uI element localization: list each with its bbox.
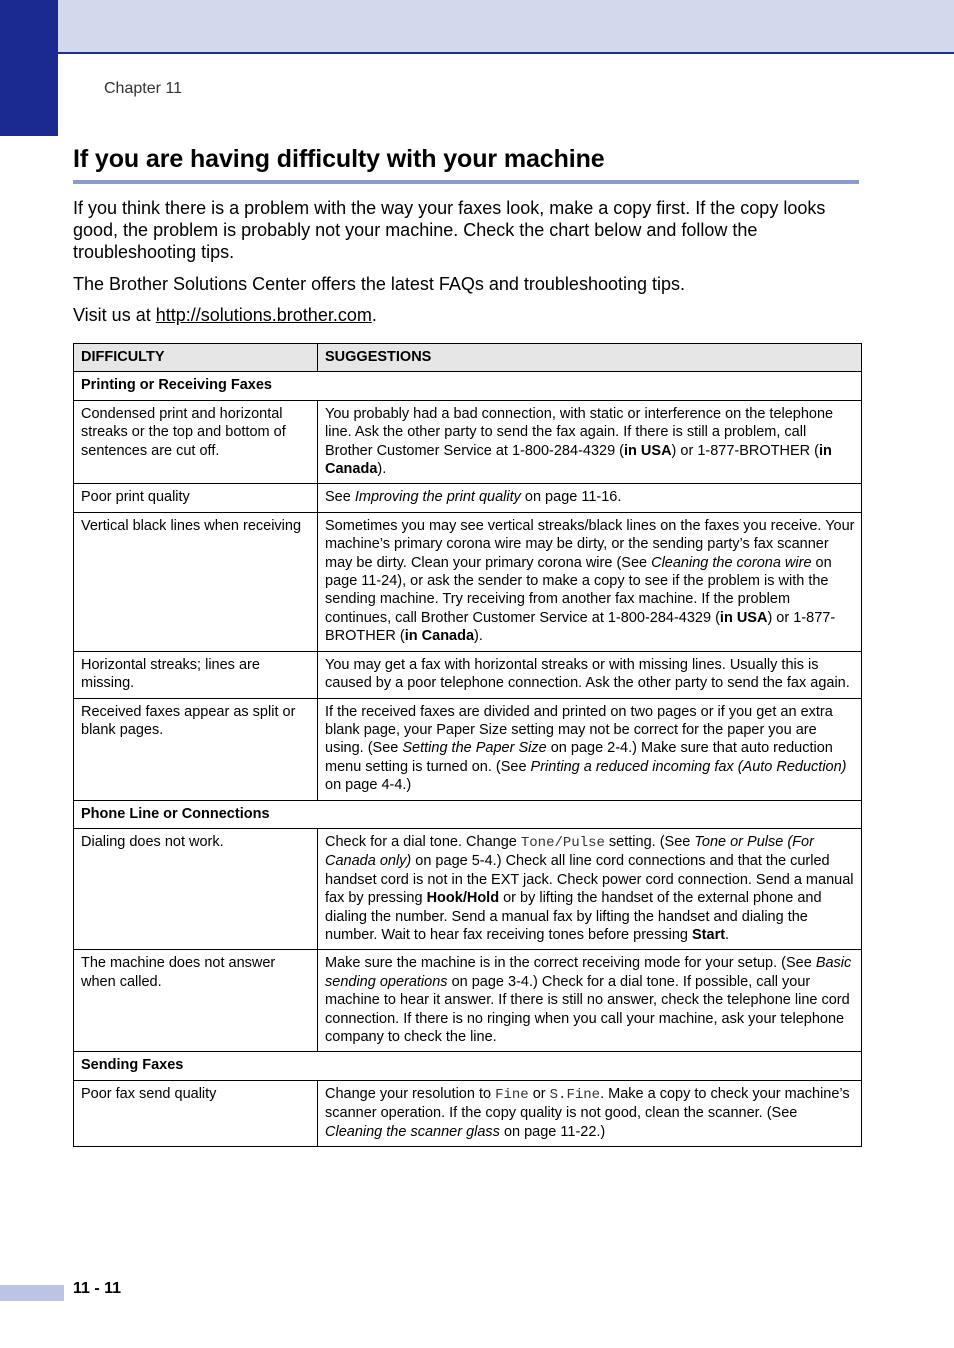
suggestion-cell <box>318 950 862 1052</box>
difficulty-cell: Vertical black lines when receiving <box>74 512 318 651</box>
suggestion-text: or by lifting the handset of the external phone and dialing the number. Send a manual fax by lifting the handset and dialing the number. Wait to hear fax receiving tones before pressing <box>325 890 822 943</box>
difficulty-header: DIFFICULTY <box>74 344 318 372</box>
suggestion-cell <box>318 484 862 512</box>
section-phone: Phone Line or Connections <box>74 800 862 828</box>
suggestion-text: ). <box>474 628 483 645</box>
table-row <box>74 698 862 800</box>
header-band <box>0 0 954 54</box>
title-underline <box>73 180 859 184</box>
suggestion-text: on page 4-4.) <box>325 777 412 794</box>
intro-paragraph: If you think there is a problem with the way your faxes look, make a copy first. If the copy looks good, the problem is probably not your machine. Check the chart below and follow the troubleshooting tips. <box>73 198 826 262</box>
suggestion-text: Change your resolution to <box>325 1085 496 1102</box>
difficulty-cell: Received faxes appear as split or blank pages. <box>74 698 318 800</box>
table-header-row <box>74 344 862 372</box>
solutions-center-paragraph: The Brother Solutions Center offers the latest FAQs and troubleshooting tips. <box>73 274 686 294</box>
section-row <box>74 1052 862 1080</box>
section-row <box>74 372 862 400</box>
suggestion-text: setting. (See <box>604 833 695 850</box>
visit-prefix: Visit us at <box>73 305 156 325</box>
suggestion-text: Make sure the machine is in the correct receiving mode for your setup. (See <box>325 955 816 972</box>
suggestion-text: on page 11-24), or ask the sender to make a copy to see if the problem is with the sending machine. Try receiving from another fax machine. If the problem continues, call Brother Customer Service at 1-800-284-4329 ( <box>325 554 832 626</box>
suggestion-text: You probably had a bad connection, with static or interference on the telephone line. Ask the other party to send the fax again. If there is still a problem, call Brother Customer Service at 1-800-284-4329 ( <box>325 405 834 459</box>
suggestion-reference: Cleaning the scanner glass <box>325 1123 500 1140</box>
menu-setting-text: Fine <box>495 1086 529 1103</box>
table-row <box>74 400 862 484</box>
suggestion-reference: Basic sending operations <box>325 955 852 990</box>
section-printing: Printing or Receiving Faxes <box>74 372 862 400</box>
chapter-tab-block <box>0 0 58 136</box>
suggestion-text: or <box>528 1085 550 1102</box>
table-row <box>74 651 862 698</box>
solutions-link[interactable]: http://solutions.brother.com <box>155 305 372 325</box>
table-row <box>74 512 862 651</box>
suggestion-bold: in USA <box>719 609 768 626</box>
menu-setting-text: Tone/Pulse <box>520 834 605 851</box>
menu-setting-text: S.Fine <box>549 1086 601 1103</box>
suggestion-text: See <box>325 489 355 506</box>
suggestion-cell <box>318 1080 862 1146</box>
table-row <box>74 484 862 512</box>
chapter-label: Chapter 11 <box>104 80 182 97</box>
troubleshooting-table <box>73 343 862 1147</box>
suggestion-text: ) or 1-877-BROTHER ( <box>671 442 819 459</box>
footer-accent-bar <box>0 1285 64 1301</box>
suggestion-text: . <box>725 926 730 943</box>
page-number: 11 - 11 <box>73 1280 122 1297</box>
suggestion-text: If the received faxes are divided and printed on two pages or if you get an extra blank page, your Paper Size setting may not be correct for the paper you are using. (See <box>325 703 833 757</box>
table-row <box>74 1080 862 1146</box>
difficulty-cell: Poor print quality <box>74 484 318 512</box>
suggestion-text: on page 2-4.) Make sure that auto reduction menu setting is turned on. (See <box>325 740 833 775</box>
suggestion-reference: Improving the print quality <box>354 489 521 506</box>
suggestion-cell: You may get a fax with horizontal streaks or with missing lines. Usually this is caused by a poor telephone connection. Ask the other party to send the fax again. <box>318 651 862 698</box>
suggestion-reference: Tone or Pulse (For Canada only) <box>325 833 814 870</box>
key-name: Start <box>692 926 726 943</box>
key-name: Hook/Hold <box>426 890 500 907</box>
suggestion-bold: in Canada <box>404 628 475 645</box>
page-title: If you are having difficulty with your machine <box>73 145 605 173</box>
table-row <box>74 828 862 949</box>
visit-paragraph <box>73 304 863 326</box>
suggestion-text: on page 3-4.) Check for a dial tone. If possible, call your machine to hear it answer. If there is still no answer, check the telephone line cord connection. If there is no ringing when you call your machine, ask your telephone company to check the line. <box>325 973 850 1045</box>
suggestion-text: on page 11-16. <box>520 489 622 506</box>
suggestion-cell <box>318 698 862 800</box>
suggestion-reference: Setting the Paper Size <box>402 740 547 757</box>
difficulty-cell: Condensed print and horizontal streaks or the top and bottom of sentences are cut off. <box>74 400 318 484</box>
suggestion-cell <box>318 512 862 651</box>
suggestion-text: Sometimes you may see vertical streaks/black lines on the faxes you receive. Your machine’s primary corona wire may be dirty, or the sending party’s fax scanner may be dirty. Clean your primary corona wire (See <box>325 517 855 571</box>
suggestion-reference: Printing a reduced incoming fax (Auto Reduction) <box>530 758 847 775</box>
suggestion-text: Check for a dial tone. Change <box>325 833 521 850</box>
suggestion-text: ). <box>377 461 387 478</box>
suggestion-reference: Cleaning the corona wire <box>651 554 812 571</box>
suggestion-cell <box>318 400 862 484</box>
suggestion-bold: in USA <box>624 442 672 459</box>
difficulty-cell: Poor fax send quality <box>74 1080 318 1146</box>
section-row <box>74 800 862 828</box>
visit-suffix: . <box>371 305 377 325</box>
difficulty-cell: The machine does not answer when called. <box>74 950 318 1052</box>
suggestions-header: SUGGESTIONS <box>318 344 862 372</box>
suggestion-bold: in Canada <box>325 442 832 478</box>
suggestion-cell <box>318 828 862 949</box>
table-row <box>74 950 862 1052</box>
difficulty-cell: Horizontal streaks; lines are missing. <box>74 651 318 698</box>
suggestion-text: . Make a copy to check your machine’s scanner operation. If the copy quality is not good, clean the scanner. (See <box>325 1085 850 1122</box>
suggestion-text: ) or 1-877-BROTHER ( <box>325 609 836 645</box>
section-sending: Sending Faxes <box>74 1052 862 1080</box>
difficulty-cell: Dialing does not work. <box>74 828 318 949</box>
suggestion-text: on page 5-4.) Check all line cord connections and that the curled handset cord is not in the EXT jack. Check power cord connection. Send a manual fax by pressing <box>325 853 854 907</box>
suggestion-text: on page 11-22.) <box>499 1123 606 1140</box>
